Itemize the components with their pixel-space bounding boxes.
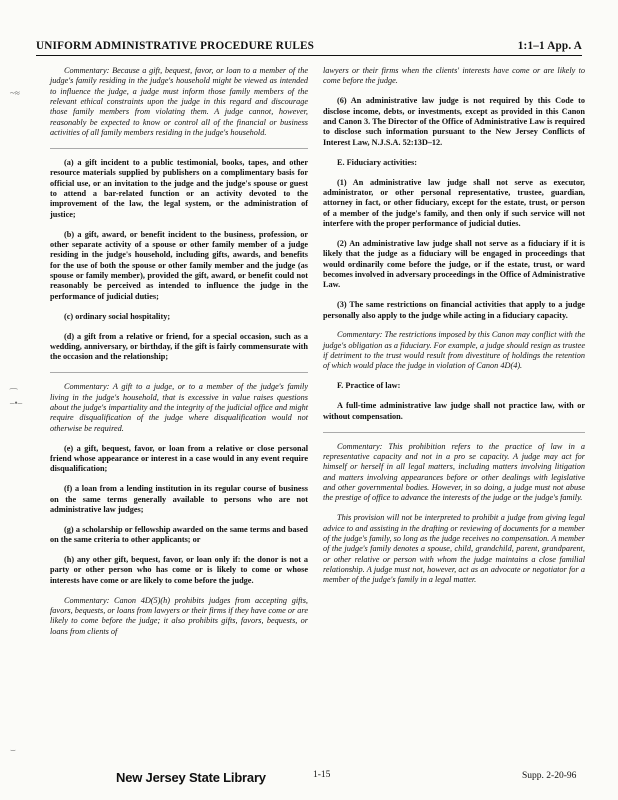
rule-paragraph: (a) a gift incident to a public testimonial, books, tapes, and other resource materials supplied by publishers on a complimentary basis for official use, or an invitation to the judge and the judge's spouse or guest to attend a bar-related function or an activity devoted to the improvement of the law, the legal system, or the administration of justice; bbox=[50, 158, 308, 219]
commentary-paragraph: lawyers or their firms when the clients' interests have come or are likely to come before the judge. bbox=[323, 66, 585, 86]
rule-paragraph: A full-time administrative law judge shall not practice law, with or without compensation. bbox=[323, 401, 585, 421]
margin-mark: ⌣ bbox=[10, 745, 16, 755]
running-header bbox=[36, 40, 582, 56]
section-divider bbox=[50, 372, 308, 373]
library-stamp: New Jersey State Library bbox=[116, 770, 266, 785]
rule-paragraph: (c) ordinary social hospitality; bbox=[64, 311, 171, 321]
header-title: UNIFORM ADMINISTRATIVE PROCEDURE RULES bbox=[36, 40, 315, 52]
section-heading: E. Fiduciary activities: bbox=[337, 157, 417, 167]
commentary-paragraph: Commentary: Because a gift, bequest, favor, or loan to a member of the judge's family residing in the judge's household might be viewed as intended to influence the judge, a judge must inform those family members of the relevant ethical constraints upon the judge in this regard and discourage those family members from violating them. A judge cannot, however, reasonably be expected to know or control all of the financial or business activities of all family members residing in the judge's household. bbox=[50, 66, 308, 138]
commentary-paragraph: This provision will not be interpreted to prohibit a judge from giving legal advice to and assisting in the drafting or reviewing of documents for a member of the judge's family, so long as the judge receives no compensation. A member of the judge's family denotes a spouse, child, grandchild, parent, grandparent, or other relative or person with whom the judge maintains a close familial relationship. A judge must not, however, act as an advocate or negotiator for a member of the judge's family in a legal matter. bbox=[323, 513, 585, 585]
rule-paragraph: (f) a loan from a lending institution in its regular course of business on the same terms generally available to persons who are not administrative law judges; bbox=[50, 484, 308, 514]
margin-mark: –•– bbox=[10, 398, 23, 408]
commentary-paragraph: Commentary: A gift to a judge, or to a member of the judge's family living in the judge's household, that is excessive in value raises questions about the judge's impartiality and the integrity of the judicial office and might require disqualification of the judge where disqualification would not otherwise be required. bbox=[50, 382, 308, 433]
rule-paragraph: (h) any other gift, bequest, favor, or loan only if: the donor is not a party or other person who has come or is likely to come or whose interests have come or are likely to come before the judge. bbox=[50, 555, 308, 585]
rule-paragraph: (1) An administrative law judge shall not serve as executor, administrator, or other personal representative, trustee, guardian, attorney in fact, or other fiduciary, except for the estate, trust, or person of a member of the judge's family, and then only if such service will not interfere with the proper performance of judicial duties. bbox=[323, 177, 585, 228]
margin-mark: ~≈ bbox=[10, 88, 20, 98]
rule-paragraph: (d) a gift from a relative or friend, for a special occasion, such as a wedding, anniversary, or birthday, if the gift is fairly commensurate with the occasion and the relationship; bbox=[50, 331, 308, 362]
commentary-paragraph: Commentary: This prohibition refers to the practice of law in a representative capacity and not in a pro se capacity. A judge may act for himself or herself in all legal matters, including matters involving litigation and matters involving appearances before or other dealings with legislative and other governmental bodies. However, in so doing, a judge must not abuse the prestige of office to advance the interests of the judge or the judge's family. bbox=[323, 441, 585, 503]
commentary-paragraph: Commentary: The restrictions imposed by this Canon may conflict with the judge's obligation as a fiduciary. For example, a judge should resign as trustee if detriment to the trust would result from divestiture of holdings the retention of which would place the judge in violation of Canon 4D(4). bbox=[323, 330, 585, 371]
section-divider bbox=[50, 148, 308, 149]
margin-mark: ⁀ bbox=[10, 388, 18, 398]
right-column bbox=[323, 66, 585, 595]
rule-paragraph: (b) a gift, award, or benefit incident to the business, profession, or other separate activity of a spouse or other family member of a judge residing in the judge's household, including gifts, awards, and benefits for the use of both the spouse or other family member and the judge (as spouse or family member), provided the gift, award, or benefit could not reasonably be perceived as intended to influence the judge in the performance of judicial duties; bbox=[50, 229, 308, 301]
header-section: 1:1–1 App. A bbox=[517, 40, 582, 52]
left-column bbox=[50, 66, 308, 647]
rule-paragraph: (2) An administrative law judge shall not serve as a fiduciary if it is likely that the judge as a fiduciary will be engaged in proceedings that would ordinarily come before the judge, or if the estate, trust, or ward becomes involved in adversary proceedings in the Office of Administrative Law. bbox=[323, 238, 585, 290]
rule-paragraph: (e) a gift, bequest, favor, or loan from a relative or close personal friend whose appearance or interest in a case would in any event require disqualification; bbox=[50, 443, 308, 474]
rule-paragraph: (6) An administrative law judge is not required by this Code to disclose income, debts, or investments, except as provided in this Canon and Canon 3. The Director of the Office of Administrative Law is required to disclose such information pursuant to the New Jersey Conflicts of Interest Law, N.J.S.A. 52:13D–12. bbox=[323, 96, 585, 147]
section-heading: F. Practice of law: bbox=[337, 381, 401, 391]
supplement-date: Supp. 2-20-96 bbox=[522, 771, 577, 781]
commentary-paragraph: Commentary: Canon 4D(5)(h) prohibits judges from accepting gifts, favors, bequests, or loans from lawyers or their firms if they have come or are likely to come before the judge; it also prohibits gifts, favors, bequests, or loans from clients of bbox=[50, 595, 308, 636]
rule-paragraph: (g) a scholarship or fellowship awarded on the same terms and based on the same criteria to other applicants; or bbox=[50, 524, 308, 545]
rule-paragraph: (3) The same restrictions on financial activities that apply to a judge personally also apply to the judge while acting in a fiduciary capacity. bbox=[323, 300, 585, 320]
page-number: 1-15 bbox=[313, 770, 331, 780]
section-divider bbox=[323, 432, 585, 433]
